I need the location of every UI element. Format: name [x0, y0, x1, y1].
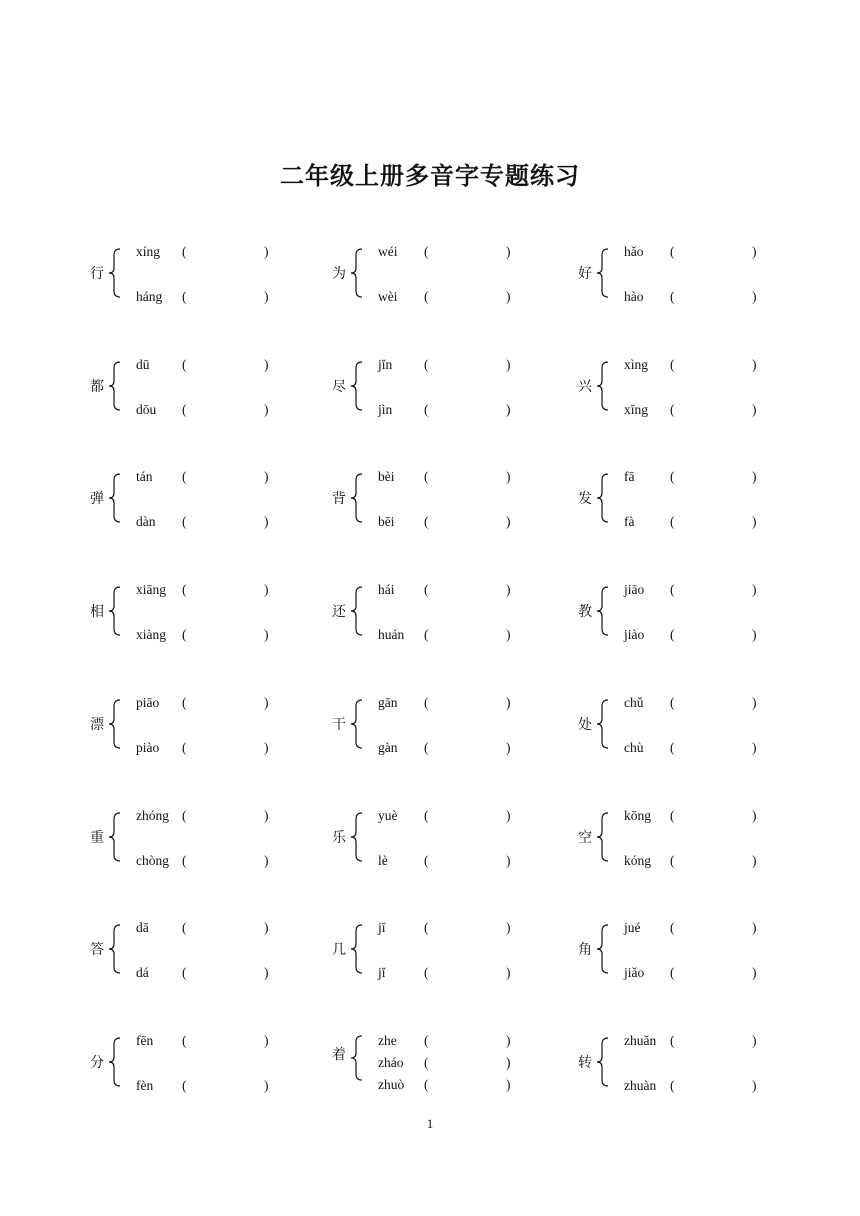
- answer-paren-open[interactable]: (: [182, 289, 187, 304]
- reading-line: [136, 739, 269, 756]
- answer-paren-open[interactable]: (: [182, 469, 187, 485]
- character: 都: [90, 378, 104, 395]
- polyphone-item: [332, 469, 532, 535]
- reading-line: [624, 469, 757, 485]
- pinyin: lè: [378, 852, 388, 868]
- answer-paren-open[interactable]: (: [182, 920, 187, 936]
- answer-paren-open[interactable]: (: [670, 852, 675, 868]
- brace-icon: [108, 473, 122, 523]
- answer-paren-close: ): [264, 401, 269, 417]
- pinyin: fā: [624, 469, 635, 485]
- brace-icon: [596, 812, 610, 862]
- character: 答: [90, 942, 104, 959]
- pinyin: xiàng: [136, 627, 166, 643]
- reading-line: [378, 582, 511, 598]
- answer-paren-open[interactable]: (: [424, 627, 429, 643]
- answer-paren-open[interactable]: (: [424, 469, 429, 485]
- reading-line: [624, 401, 757, 418]
- reading-line: [624, 965, 757, 981]
- brace-icon: [596, 248, 610, 298]
- answer-paren-open[interactable]: (: [182, 401, 187, 417]
- pinyin: zhuàn: [624, 1077, 657, 1093]
- character: 发: [578, 491, 592, 508]
- pinyin: fēn: [136, 1032, 154, 1048]
- polyphone-item: [578, 244, 778, 310]
- brace-icon: [350, 1035, 364, 1081]
- answer-paren-close: ): [506, 694, 511, 710]
- answer-paren-close: ): [752, 920, 757, 936]
- answer-paren-close: ): [264, 1077, 269, 1093]
- pinyin: hǎo: [624, 244, 644, 259]
- brace-icon: [350, 361, 364, 411]
- answer-paren-close: ): [506, 852, 511, 868]
- reading-line: [624, 289, 757, 305]
- reading-line: [624, 1077, 757, 1094]
- answer-paren-open[interactable]: (: [182, 694, 187, 710]
- character: 相: [90, 604, 104, 621]
- answer-paren-open[interactable]: (: [424, 739, 429, 755]
- pinyin: tán: [136, 469, 153, 485]
- answer-paren-open[interactable]: (: [424, 694, 429, 710]
- polyphone-item: [578, 582, 778, 648]
- character: 好: [578, 266, 592, 282]
- answer-paren-open[interactable]: (: [670, 1032, 675, 1048]
- answer-paren-open[interactable]: (: [424, 852, 429, 868]
- pinyin: háng: [136, 289, 163, 304]
- brace-icon: [108, 248, 122, 298]
- reading-line: [378, 289, 511, 305]
- answer-paren-open[interactable]: (: [182, 514, 187, 530]
- answer-paren-open[interactable]: (: [182, 807, 187, 823]
- character: 尽: [332, 378, 346, 395]
- pinyin: kóng: [624, 852, 651, 868]
- answer-paren-open[interactable]: (: [182, 244, 187, 259]
- answer-paren-close: ): [264, 739, 269, 755]
- character: 处: [578, 716, 592, 733]
- polyphone-item: [578, 808, 778, 874]
- answer-paren-close: ): [264, 852, 269, 868]
- answer-paren-close: ): [264, 920, 269, 936]
- character: 教: [578, 604, 592, 621]
- brace-icon: [350, 812, 364, 862]
- polyphone-item: [578, 920, 778, 986]
- reading-line: [136, 514, 269, 530]
- pinyin: zháo: [378, 1054, 404, 1070]
- answer-paren-close: ): [752, 739, 757, 755]
- polyphone-item: [332, 357, 532, 423]
- brace-icon: [596, 361, 610, 411]
- reading-line: [624, 244, 757, 260]
- polyphone-item: [578, 1033, 778, 1099]
- answer-paren-close: ): [264, 582, 269, 598]
- answer-paren-open[interactable]: (: [670, 1077, 675, 1093]
- reading-line: [378, 469, 511, 485]
- reading-line: [378, 965, 511, 981]
- character: 转: [578, 1054, 592, 1071]
- reading-line: [136, 582, 269, 598]
- reading-line: [378, 627, 511, 643]
- answer-paren-open[interactable]: (: [182, 739, 187, 755]
- pinyin: dū: [136, 356, 150, 372]
- polyphone-item: [332, 582, 532, 648]
- pinyin: zhóng: [136, 807, 169, 823]
- answer-paren-close: ): [752, 356, 757, 372]
- page-number: 1: [426, 1116, 434, 1131]
- pinyin: zhuò: [378, 1076, 405, 1092]
- character: 为: [332, 266, 346, 282]
- pinyin: bèi: [378, 469, 395, 485]
- pinyin: fèn: [136, 1077, 154, 1093]
- character: 兴: [578, 378, 592, 395]
- pinyin: jǐn: [378, 356, 393, 372]
- pinyin: xiāng: [136, 582, 166, 598]
- reading-line: [378, 401, 511, 418]
- answer-paren-close: ): [264, 244, 269, 259]
- answer-paren-close: ): [752, 514, 757, 530]
- pinyin: hái: [378, 582, 395, 598]
- answer-paren-close: ): [264, 807, 269, 823]
- pinyin: jiǎo: [624, 965, 645, 981]
- reading-line: [136, 244, 269, 260]
- pinyin: jǐ: [378, 965, 386, 981]
- answer-paren-close: ): [506, 1054, 511, 1070]
- answer-paren-open[interactable]: (: [182, 582, 187, 598]
- answer-paren-close: ): [264, 356, 269, 372]
- reading-line: [624, 739, 757, 756]
- polyphone-item: [332, 244, 532, 310]
- answer-paren-close: ): [506, 627, 511, 643]
- character: 乐: [332, 829, 346, 846]
- answer-paren-open[interactable]: (: [424, 1032, 429, 1048]
- polyphone-item: [332, 920, 532, 986]
- answer-paren-open[interactable]: (: [670, 401, 675, 417]
- pinyin: chù: [624, 739, 644, 755]
- answer-paren-close: ): [506, 1032, 511, 1048]
- answer-paren-close: ): [506, 514, 511, 530]
- pinyin: fà: [624, 514, 635, 530]
- pinyin: wèi: [378, 289, 398, 304]
- brace-icon: [108, 699, 122, 749]
- character: 漂: [90, 716, 104, 733]
- character: 干: [332, 716, 346, 733]
- answer-paren-close: ): [752, 694, 757, 710]
- pinyin: chòng: [136, 852, 169, 868]
- pinyin: yuè: [378, 807, 398, 823]
- answer-paren-close: ): [752, 807, 757, 823]
- answer-paren-close: ): [264, 965, 269, 981]
- character: 分: [90, 1054, 104, 1071]
- answer-paren-open[interactable]: (: [670, 469, 675, 485]
- polyphone-item: [332, 1033, 532, 1099]
- answer-paren-close: ): [506, 289, 511, 304]
- answer-paren-open[interactable]: (: [670, 289, 675, 304]
- character: 重: [90, 829, 104, 846]
- reading-line: [378, 1054, 511, 1071]
- character: 角: [578, 942, 592, 959]
- pinyin: bēi: [378, 514, 395, 530]
- pinyin: wéi: [378, 244, 398, 259]
- reading-line: [624, 852, 757, 869]
- answer-paren-open[interactable]: (: [182, 356, 187, 372]
- polyphone-item: [332, 808, 532, 874]
- polyphone-item: [90, 582, 290, 648]
- brace-icon: [108, 1037, 122, 1087]
- brace-icon: [350, 248, 364, 298]
- pinyin: jué: [624, 920, 641, 936]
- answer-paren-close: ): [264, 289, 269, 304]
- answer-paren-open[interactable]: (: [670, 807, 675, 823]
- answer-paren-close: ): [752, 1032, 757, 1048]
- reading-line: [378, 1076, 511, 1093]
- answer-paren-open[interactable]: (: [424, 514, 429, 530]
- pinyin: xìng: [624, 356, 649, 372]
- brace-icon: [350, 586, 364, 636]
- brace-icon: [596, 586, 610, 636]
- pinyin: kōng: [624, 807, 651, 823]
- answer-paren-close: ): [264, 469, 269, 485]
- reading-line: [624, 627, 757, 643]
- character: 几: [332, 942, 346, 959]
- answer-paren-open[interactable]: (: [182, 627, 187, 643]
- reading-line: [624, 920, 757, 936]
- character: 还: [332, 604, 346, 621]
- answer-paren-close: ): [506, 469, 511, 485]
- polyphone-item: [90, 808, 290, 874]
- answer-paren-open[interactable]: (: [670, 739, 675, 755]
- brace-icon: [350, 699, 364, 749]
- reading-line: [378, 739, 511, 756]
- reading-line: [378, 920, 511, 936]
- answer-paren-close: ): [506, 965, 511, 981]
- answer-paren-close: ): [264, 694, 269, 710]
- pinyin: jī: [378, 920, 386, 936]
- answer-paren-open[interactable]: (: [670, 582, 675, 598]
- answer-paren-close: ): [752, 469, 757, 485]
- pinyin: jiào: [624, 627, 645, 643]
- answer-paren-open[interactable]: (: [424, 920, 429, 936]
- answer-paren-close: ): [506, 1076, 511, 1092]
- answer-paren-close: ): [506, 244, 511, 259]
- answer-paren-close: ): [506, 356, 511, 372]
- answer-paren-open[interactable]: (: [670, 627, 675, 643]
- reading-line: [378, 356, 511, 373]
- answer-paren-open[interactable]: (: [670, 965, 675, 981]
- answer-paren-close: ): [264, 514, 269, 530]
- reading-line: [136, 965, 269, 981]
- pinyin: dā: [136, 920, 149, 936]
- answer-paren-close: ): [752, 582, 757, 598]
- answer-paren-close: ): [752, 627, 757, 643]
- brace-icon: [596, 924, 610, 974]
- reading-line: [378, 514, 511, 530]
- brace-icon: [596, 1037, 610, 1087]
- answer-paren-close: ): [752, 401, 757, 417]
- polyphone-item: [90, 1033, 290, 1099]
- pinyin: zhe: [378, 1032, 397, 1048]
- pinyin: gān: [378, 694, 398, 710]
- pinyin: jìn: [378, 401, 393, 417]
- answer-paren-open[interactable]: (: [424, 401, 429, 417]
- brace-icon: [108, 812, 122, 862]
- polyphone-item: [90, 695, 290, 761]
- answer-paren-close: ): [752, 852, 757, 868]
- pinyin: huán: [378, 627, 405, 643]
- polyphone-item: [578, 469, 778, 535]
- reading-line: [624, 356, 757, 373]
- brace-icon: [596, 699, 610, 749]
- answer-paren-open[interactable]: (: [424, 1076, 429, 1092]
- pinyin: xíng: [136, 244, 161, 259]
- answer-paren-close: ): [264, 1032, 269, 1048]
- reading-line: [624, 807, 757, 824]
- character: 着: [332, 1046, 346, 1063]
- reading-line: [136, 1032, 269, 1049]
- answer-paren-close: ): [506, 920, 511, 936]
- polyphone-item: [90, 357, 290, 423]
- reading-line: [136, 627, 269, 643]
- brace-icon: [596, 473, 610, 523]
- polyphone-item: [90, 920, 290, 986]
- answer-paren-open[interactable]: (: [424, 244, 429, 259]
- answer-paren-open[interactable]: (: [424, 356, 429, 372]
- answer-paren-open[interactable]: (: [424, 1054, 429, 1070]
- answer-paren-open[interactable]: (: [670, 514, 675, 530]
- pinyin: dōu: [136, 401, 157, 417]
- reading-line: [136, 807, 269, 824]
- reading-line: [624, 1032, 757, 1049]
- answer-paren-open[interactable]: (: [670, 694, 675, 710]
- answer-paren-open[interactable]: (: [424, 582, 429, 598]
- answer-paren-close: ): [506, 807, 511, 823]
- polyphone-item: [332, 695, 532, 761]
- answer-paren-open[interactable]: (: [670, 920, 675, 936]
- answer-paren-close: ): [752, 1077, 757, 1093]
- pinyin: zhuǎn: [624, 1032, 657, 1048]
- reading-line: [624, 694, 757, 711]
- polyphone-item: [90, 469, 290, 535]
- answer-paren-close: ): [752, 244, 757, 259]
- page-title: 二年级上册多音字专题练习: [280, 162, 580, 190]
- reading-line: [624, 514, 757, 530]
- pinyin: jiāo: [624, 582, 645, 598]
- pinyin: piāo: [136, 694, 160, 710]
- pinyin: piào: [136, 739, 160, 755]
- character: 空: [578, 829, 592, 846]
- reading-line: [378, 852, 511, 869]
- answer-paren-close: ): [506, 582, 511, 598]
- pinyin: chǔ: [624, 694, 644, 710]
- reading-line: [378, 244, 511, 260]
- answer-paren-open[interactable]: (: [424, 807, 429, 823]
- pinyin: xīng: [624, 401, 649, 417]
- reading-line: [136, 469, 269, 485]
- reading-line: [136, 920, 269, 936]
- answer-paren-close: ): [752, 289, 757, 304]
- character: 弹: [90, 491, 104, 508]
- answer-paren-open[interactable]: (: [182, 1077, 187, 1093]
- answer-paren-open[interactable]: (: [424, 289, 429, 304]
- brace-icon: [350, 924, 364, 974]
- brace-icon: [108, 924, 122, 974]
- answer-paren-close: ): [752, 965, 757, 981]
- answer-paren-close: ): [506, 739, 511, 755]
- pinyin: dá: [136, 965, 149, 981]
- polyphone-item: [578, 357, 778, 423]
- answer-paren-open[interactable]: (: [670, 356, 675, 372]
- answer-paren-open[interactable]: (: [182, 852, 187, 868]
- brace-icon: [108, 586, 122, 636]
- pinyin: gàn: [378, 739, 398, 755]
- reading-line: [378, 807, 511, 824]
- reading-line: [136, 694, 269, 711]
- reading-line: [136, 401, 269, 418]
- answer-paren-open[interactable]: (: [182, 965, 187, 981]
- reading-line: [136, 852, 269, 869]
- reading-line: [136, 1077, 269, 1094]
- answer-paren-close: ): [506, 401, 511, 417]
- answer-paren-open[interactable]: (: [424, 965, 429, 981]
- character: 背: [332, 491, 346, 508]
- brace-icon: [108, 361, 122, 411]
- pinyin: dàn: [136, 514, 156, 530]
- answer-paren-open[interactable]: (: [182, 1032, 187, 1048]
- brace-icon: [350, 473, 364, 523]
- answer-paren-close: ): [264, 627, 269, 643]
- polyphone-item: [90, 244, 290, 310]
- character: 行: [90, 266, 104, 282]
- answer-paren-open[interactable]: (: [670, 244, 675, 259]
- reading-line: [136, 356, 269, 373]
- polyphone-item: [578, 695, 778, 761]
- reading-line: [624, 582, 757, 598]
- reading-line: [136, 289, 269, 305]
- reading-line: [378, 1032, 511, 1049]
- pinyin: hào: [624, 289, 644, 304]
- reading-line: [378, 694, 511, 711]
